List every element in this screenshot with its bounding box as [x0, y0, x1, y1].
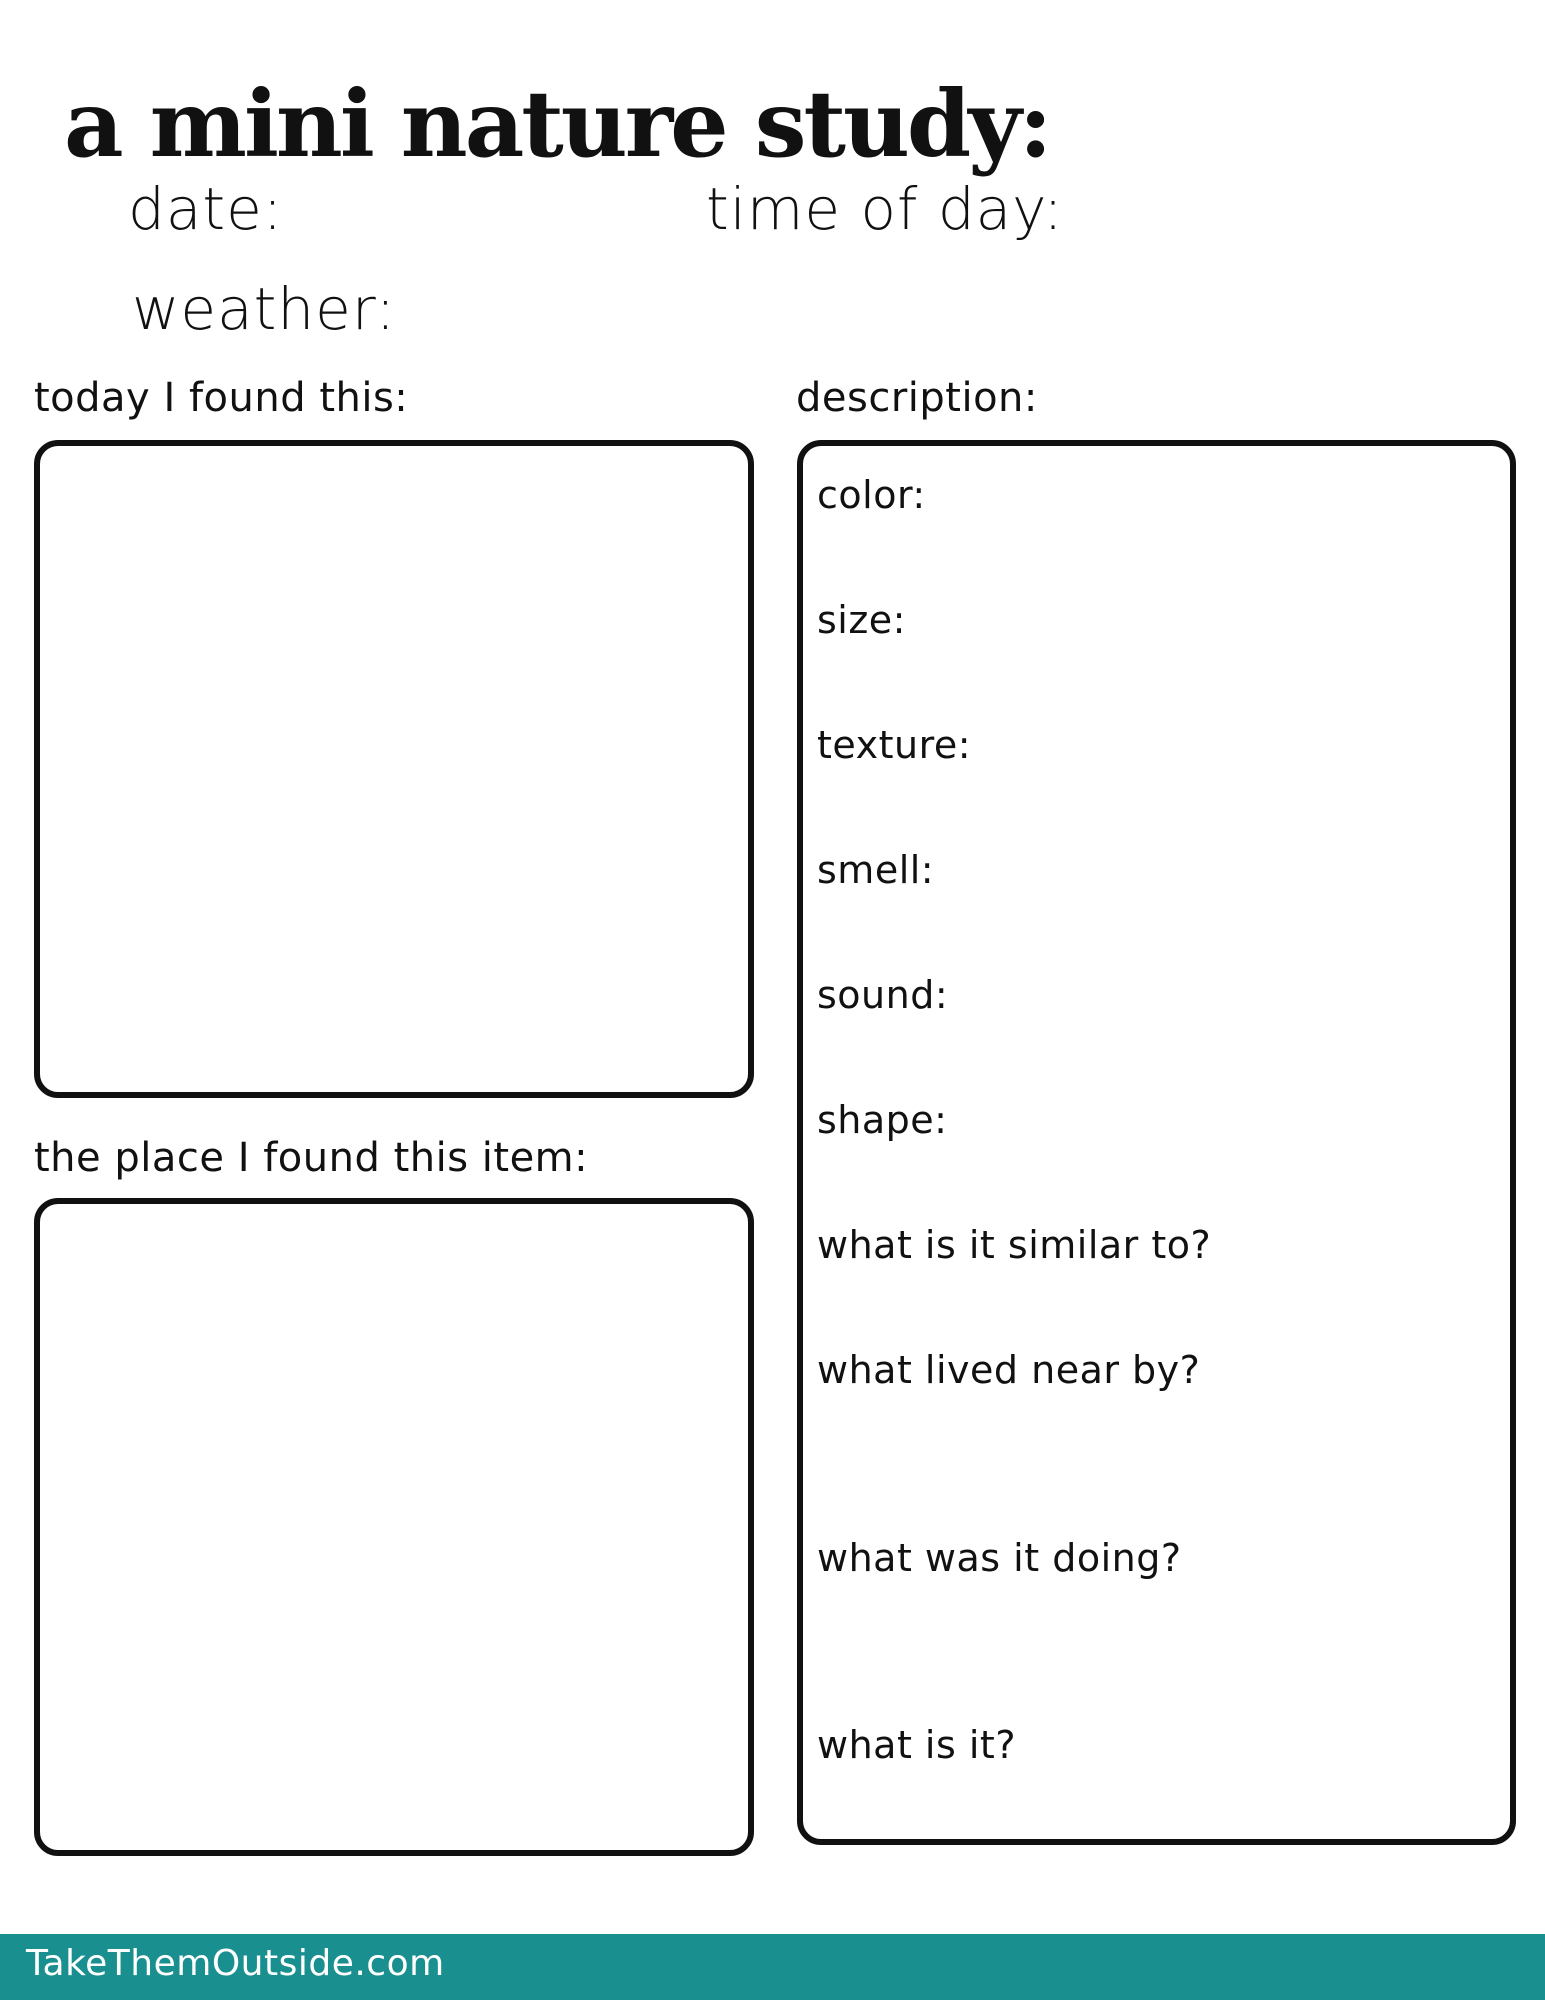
prompt-lived-near-by: what lived near by?: [817, 1348, 1201, 1392]
prompt-color: color:: [817, 473, 926, 517]
prompt-what-was-it-doing: what was it doing?: [817, 1536, 1182, 1580]
date-label: date:: [128, 175, 284, 243]
prompt-sound: sound:: [817, 973, 949, 1017]
found-place-label: the place I found this item:: [34, 1135, 589, 1181]
prompt-smell: smell:: [817, 848, 935, 892]
found-place-drawing-box[interactable]: [34, 1198, 754, 1856]
found-item-drawing-box[interactable]: [34, 440, 754, 1098]
prompt-what-is-it: what is it?: [817, 1723, 1016, 1767]
found-item-label: today I found this:: [34, 375, 409, 421]
description-box[interactable]: [797, 440, 1516, 1845]
time-of-day-label: time of day:: [706, 175, 1064, 243]
footer-site-link[interactable]: TakeThemOutside.com: [26, 1943, 445, 1984]
page-title: a mini nature study:: [64, 70, 1050, 178]
prompt-size: size:: [817, 598, 906, 642]
footer-bar: [0, 1934, 1545, 2000]
prompt-shape: shape:: [817, 1098, 948, 1142]
weather-label: weather:: [132, 275, 397, 343]
description-label: description:: [796, 375, 1038, 421]
prompt-texture: texture:: [817, 723, 972, 767]
prompt-similar-to: what is it similar to?: [817, 1223, 1212, 1267]
